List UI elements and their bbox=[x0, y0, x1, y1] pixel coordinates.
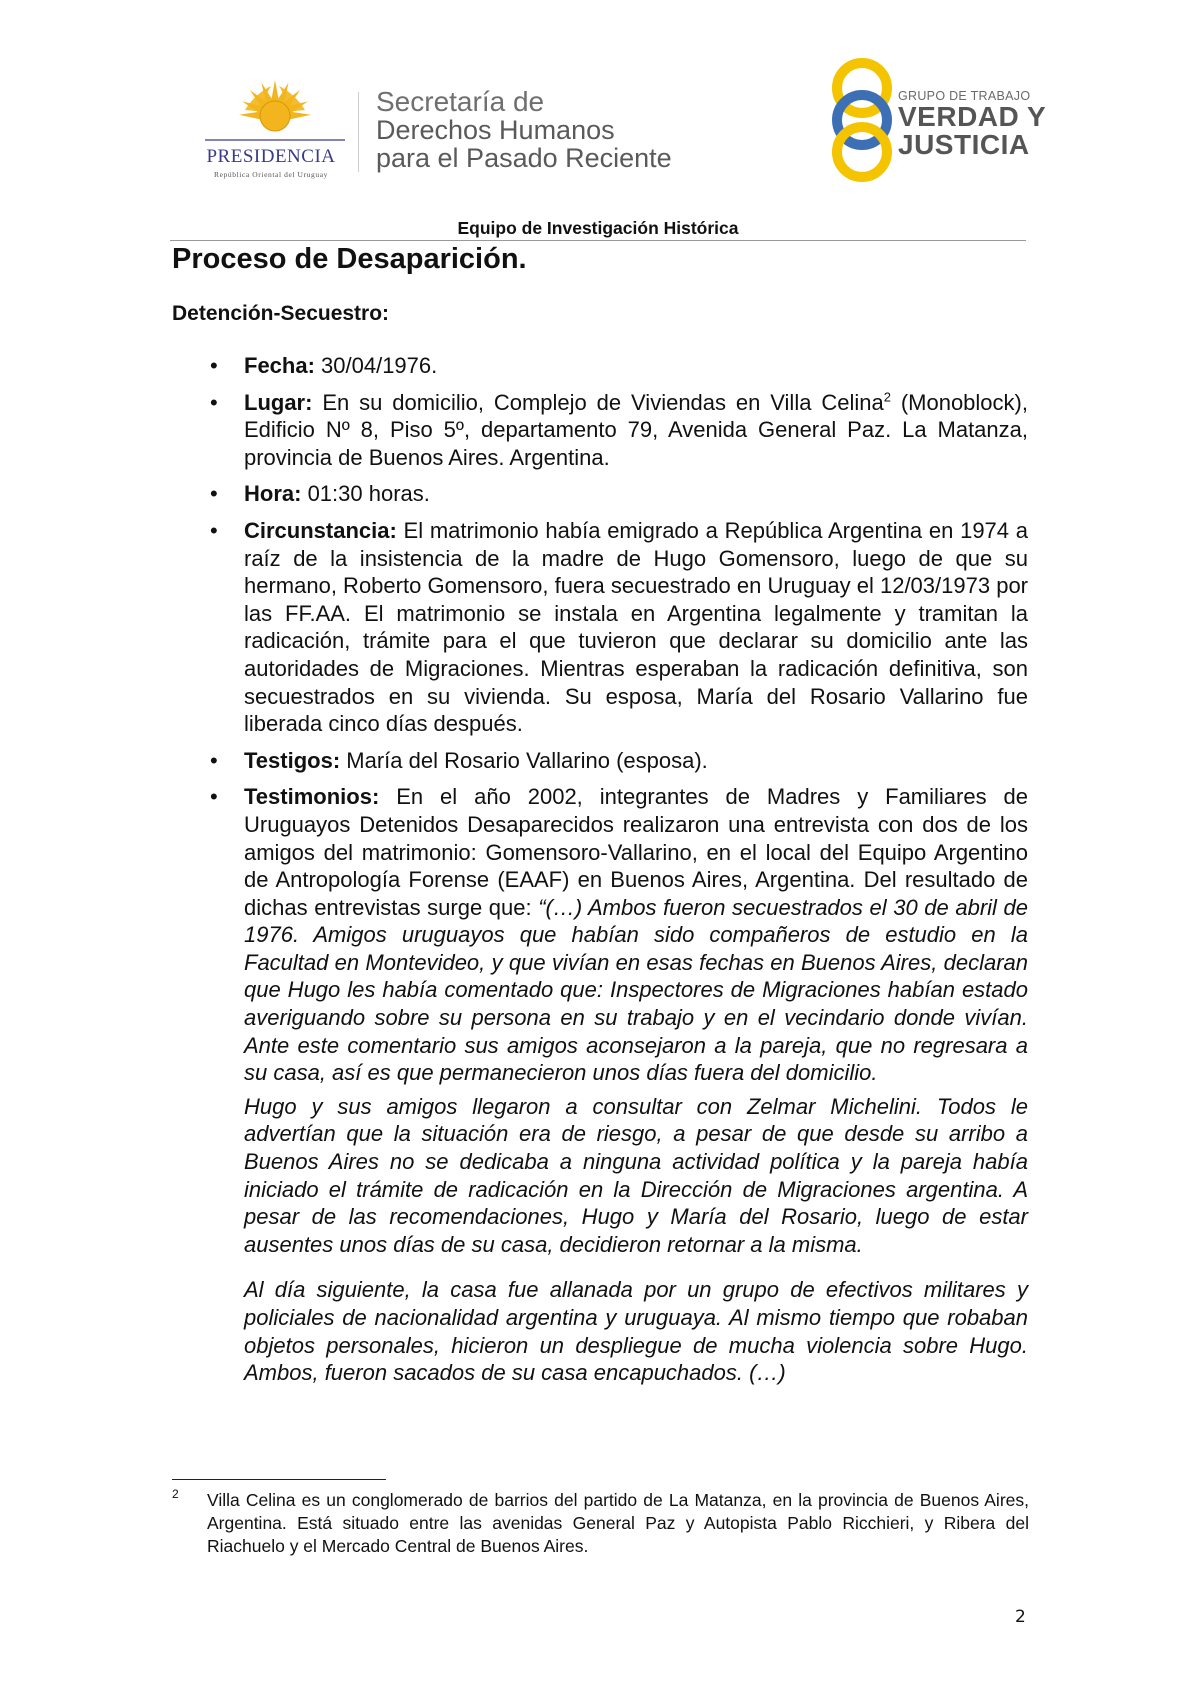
item-label: Testimonios: bbox=[244, 784, 380, 810]
item-text: 30/04/1976. bbox=[314, 353, 438, 378]
secretaria-line-2: Derechos Humanos bbox=[376, 115, 615, 145]
item-text: 01:30 horas. bbox=[301, 481, 430, 507]
grupo-big-text-1: VERDAD Y bbox=[898, 101, 1047, 132]
section-title: Detención-Secuestro: bbox=[172, 302, 390, 325]
list-item-testimonios bbox=[210, 783, 1028, 1386]
list-item-circunstancia bbox=[210, 517, 1028, 738]
item-label: Lugar: bbox=[244, 389, 313, 415]
footnote-separator bbox=[172, 1479, 386, 1480]
testimony-quote-paragraph-2: Hugo y sus amigos llegaron a consultar con Zelmar Michelini. Todos le advertían que la situación era de riesgo, a pesar de que desde su arribo a Buenos Aires no se dedicaba a ninguna actividad política y la pareja había iniciado el trámite de radicación en la Dirección de Migraciones argentina. A pesar de las recomendaciones, Hugo y María del Rosario, luego de estar ausentes unos días de su casa, decidieron retornar a la misma. bbox=[244, 1093, 1028, 1257]
item-text: En el año 2002, integrantes de Madres y Familiares de Uruguayos Detenidos Desaparecidos realizaron una entrevista con dos de los amigos del matrimonio: Gomensoro-Vallarino, en el local del Equipo Argentino de Antropología Forense (EAAF) en Buenos Aires, Argentina. Del resultado de dichas entrevistas surge que: bbox=[244, 784, 1028, 920]
item-label: Hora: bbox=[244, 481, 302, 507]
logo-divider bbox=[358, 92, 359, 172]
bullet-icon: • bbox=[210, 747, 218, 773]
bullet-icon: • bbox=[210, 389, 218, 415]
item-label: Circunstancia: bbox=[244, 517, 397, 543]
item-label: Testigos: bbox=[244, 747, 341, 773]
footnote-reference[interactable]: 2 bbox=[883, 389, 891, 405]
bullet-icon: • bbox=[210, 481, 218, 507]
footnote-text: Villa Celina es un conglomerado de barrios del partido de La Matanza, en la provincia de Buenos Aires, Argentina. Está situado entre las avenidas General Paz y Autopista Pablo Ricchieri, y Ribera del Riachuelo y el Mercado Central de Buenos Aires. bbox=[207, 1490, 1029, 1556]
grupo-small-text: GRUPO DE TRABAJO bbox=[898, 89, 1031, 103]
list-item-testigos bbox=[210, 747, 1028, 775]
testimony-quote-paragraph-3: Al día siguiente, la casa fue allanada por un grupo de efectivos militares y policiales de nacionalidad argentina y uruguaya. Al mismo tiempo que robaban objetos personales, hicieron un despliegue de mucha violencia sobre Hugo. Ambos, fueron sacados de su casa encapuchados. (…) bbox=[244, 1277, 1028, 1386]
detail-list bbox=[210, 352, 1028, 1396]
presidencia-subtitle: República Oriental del Uruguay bbox=[213, 170, 328, 179]
item-text: María del Rosario Vallarino (esposa). bbox=[340, 747, 708, 773]
presidencia-wordmark bbox=[195, 146, 347, 179]
list-item-lugar bbox=[210, 389, 1028, 472]
testimony-quote: “(…) Ambos fueron secuestrados el 30 de abril de 1976. Amigos uruguayos que habían sido compañeros de estudio en la Facultad en Montevideo, y que vivían en esas fechas en Buenos Aires, declaran que Hugo les había comentado que: Inspectores de Migraciones habían estado averiguando sobre su persona en su trabajo y en el vecindario donde vivían. Ante este comentario sus amigos aconsejaron a la pareja, que no regresara a su casa, así es que permanecieron unos días fuera del domicilio. bbox=[244, 894, 1028, 1086]
item-text: En su domicilio, Complejo de Viviendas en Villa Celina bbox=[312, 389, 884, 415]
list-item-hora bbox=[210, 480, 1028, 508]
interlocked-rings-icon bbox=[820, 56, 904, 184]
presidencia-name: PRESIDENCIA bbox=[206, 146, 336, 167]
footnote-number: 2 bbox=[172, 1487, 179, 1501]
header-rule bbox=[170, 240, 1026, 241]
item-text-continued: (Monoblock), Edificio Nº 8, Piso 5º, departamento 79, Avenida General Paz. La Matanza, provincia de Buenos Aires. Argentina. bbox=[244, 389, 1028, 470]
grupo-big-text-2: JUSTICIA bbox=[898, 129, 1030, 160]
secretaria-line-3: para el Pasado Reciente bbox=[376, 143, 672, 173]
list-item-fecha bbox=[210, 352, 1028, 380]
secretaria-wordmark bbox=[376, 88, 672, 172]
bullet-icon: • bbox=[210, 784, 218, 810]
grupo-wordmark bbox=[898, 89, 1046, 159]
item-label: Fecha: bbox=[244, 353, 315, 378]
page-number: 2 bbox=[1015, 1607, 1026, 1627]
document-title: Proceso de Desaparición. bbox=[172, 243, 527, 275]
bullet-icon: • bbox=[210, 353, 218, 378]
secretaria-line-1: Secretaría de bbox=[376, 86, 545, 117]
item-text: El matrimonio había emigrado a República Argentina en 1974 a raíz de la insistencia de la madre de Hugo Gomensoro, luego de que su hermano, Roberto Gomensoro, fuera secuestrado en Uruguay el 12/03/1973 por las FF.AA. El matrimonio se instala en Argentina legalmente y tramitan la radicación, trámite para el que tuvieron que declarar su domicilio ante las autoridades de Migraciones. Mientras esperaban la radicación definitiva, son secuestrados en su vivienda. Su esposa, María del Rosario Vallarino fue liberada cinco días después. bbox=[244, 517, 1028, 737]
unit-title: Equipo de Investigación Histórica bbox=[457, 218, 739, 238]
bullet-icon: • bbox=[210, 517, 218, 543]
